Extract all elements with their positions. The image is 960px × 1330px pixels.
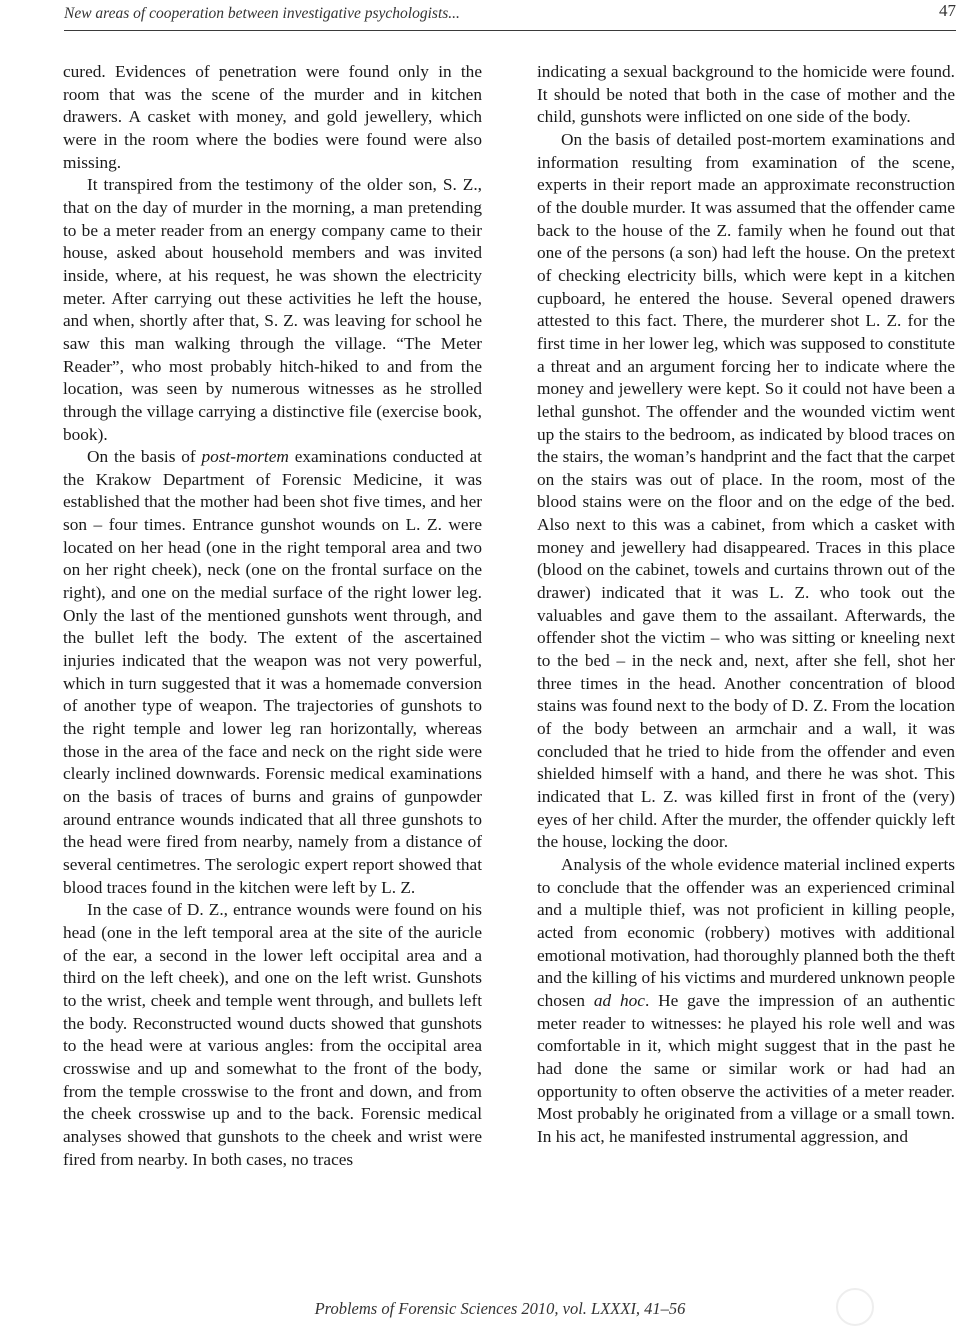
left-column: [63, 61, 482, 1171]
right-column: [537, 61, 955, 1149]
paragraph: [63, 446, 482, 899]
journal-citation-footer: Problems of Forensic Sciences 2010, vol. LXXXI, 41–56: [314, 1299, 686, 1318]
text-run: In the case of D. Z., entrance wounds were found on his head (one in the left temporal area at the site of the auricle of the ear, a second in the lower left occipital area and a third on the left cheek), and one on the left wrist. Gunshots to the wrist, cheek and temple went through, and bullets left the body. Reconstructed wound ducts showed that gunshots to the head were at various angles: from the occipital area crosswise and up and somewhat to the front of the body, from the temple crosswise to the front and down, and from the cheek crosswise up and to the back. Forensic medical analyses showed that gunshots to the cheek and wrist were fired from nearby. In both cases, no traces: [63, 900, 482, 1169]
text-run: On the basis of detailed post-mortem examinations and information resulting from examination of the scene, experts in their report made an approximate reconstruction of the double murder. It was assumed that the offender came back to the house of the Z. family when he found out that one of the persons (a son) had left the house. On the pretext of checking electricity bills, which were kept in a kitchen cupboard, he entered the house. Several opened drawers attested to this fact. There, the murderer shot L. Z. for the first time in her lower leg, which was supposed to constitute a threat and an argument forcing her to indicate where the money and jewellery were kept. So it could not have been a lethal gunshot. The offender and the wounded victim went up the stairs to the bedroom, as indicated by blood traces on the stairs, the woman’s handprint and the fact that the carpet on the stairs was out of place. In the room, most of the blood stains were on the floor and on the edge of the bed. Also next to this was a cabinet, from which a casket with money and jewellery had disappeared. Traces in this place (blood on the cabinet, towels and curtains thrown out of the drawer) indicated that it was L. Z. who took out the valuables and gave them to the assailant. Afterwards, the offender shot the victim – who was sitting or kneeling next to the bed – in the neck and, next, after she fell, shot her three times in the head. Another concentration of blood stains was found next to the body of D. Z. From the location of the body between an armchair and a wall, it was concluded that he tried to hide from the offender and even shielded himself with a hand, and there he was shot. This indicated that L. Z. was killed first in front of the (very) eyes of her child. After the murder, the offender quickly left the house, locking the door.: [537, 129, 955, 852]
running-header: [64, 0, 956, 31]
paragraph: [537, 61, 955, 129]
paragraph: [63, 174, 482, 446]
paragraph: [63, 899, 482, 1171]
text-run: indicating a sexual background to the homicide were found. It should be noted that both in the case of mother and the child, gunshots were inflicted on one side of the body.: [537, 62, 955, 127]
paragraph: [63, 61, 482, 174]
text-run: It transpired from the testimony of the older son, S. Z., that on the day of murder in the morning, a man pretending to be a meter reader from an energy company came to their house, asked about household members and was invited inside, where, at his request, he was shown the electricity meter. After carrying out these activities he left the house, and when, shortly after that, S. Z. was leaving for school he saw this man walking through the village. “The Meter Reader”, who most probably hitch-hiked to and from the location, was seen by numerous witnesses as he strolled through the village carrying a distinctive file (exercise book, book).: [63, 175, 482, 444]
italic-text: post-mortem: [201, 447, 289, 467]
text-run: Analysis of the whole evidence material inclined experts to conclude that the offender was an experienced criminal and a multiple thief, was not proficient in killing people, acted from economic (robbery) motives with additional emotional motivation, had thoroughly planned both the theft and the killing of his victims and murdered unknown people chosen: [537, 854, 955, 1010]
paragraph: [537, 854, 955, 1149]
text-run: . He gave the impression of an authentic meter reader to witnesses: he played his role well and was comfortable in it, which might suggest that in the past he had done the same or similar work or had had an opportunity to often observe the activities of a meter reader. Most probably he originated from a village or a small town. In his act, he manifested instrumental aggression, and: [537, 990, 955, 1146]
watermark-logo: [836, 1288, 874, 1326]
text-run: examinations conducted at the Krakow Department of Forensic Medicine, it was established that the mother had been shot five times, and her son – four times. Entrance gunshot wounds on L. Z. were located on her head (one in the right temporal area and two on her right cheek), neck (one on the frontal surface on the right), and one on the medial surface of the right lower leg. Only the last of the mentioned gunshots went through, and the bullet left the body. The extent of the ascertained injuries indicated that the weapon was not very powerful, which in turn suggested that it was a homemade conversion of another type of weapon. The trajectories of gunshots to the right temple and lower leg ran horizontally, whereas those in the area of the face and neck on the right side were clearly inclined downwards. Forensic medical examinations on the basis of traces of burns and grains of gunpowder around entrance wounds indicated that all three gunshots to the head were fired from nearby, namely from a distance of several centimetres. The serologic expert report showed that blood traces found in the kitchen were left by L. Z.: [63, 447, 482, 897]
running-title: New areas of cooperation between investigative psychologists...: [64, 5, 460, 22]
page-number: 47: [939, 1, 956, 20]
text-run: cured. Evidences of penetration were found only in the room that was the scene of the murder and in kitchen drawers. A casket with money, and gold jewellery, which were in the room where the bodies were found were also missing.: [63, 62, 482, 172]
paragraph: [537, 129, 955, 854]
italic-text: ad hoc: [593, 990, 645, 1010]
text-run: On the basis of: [87, 447, 202, 467]
